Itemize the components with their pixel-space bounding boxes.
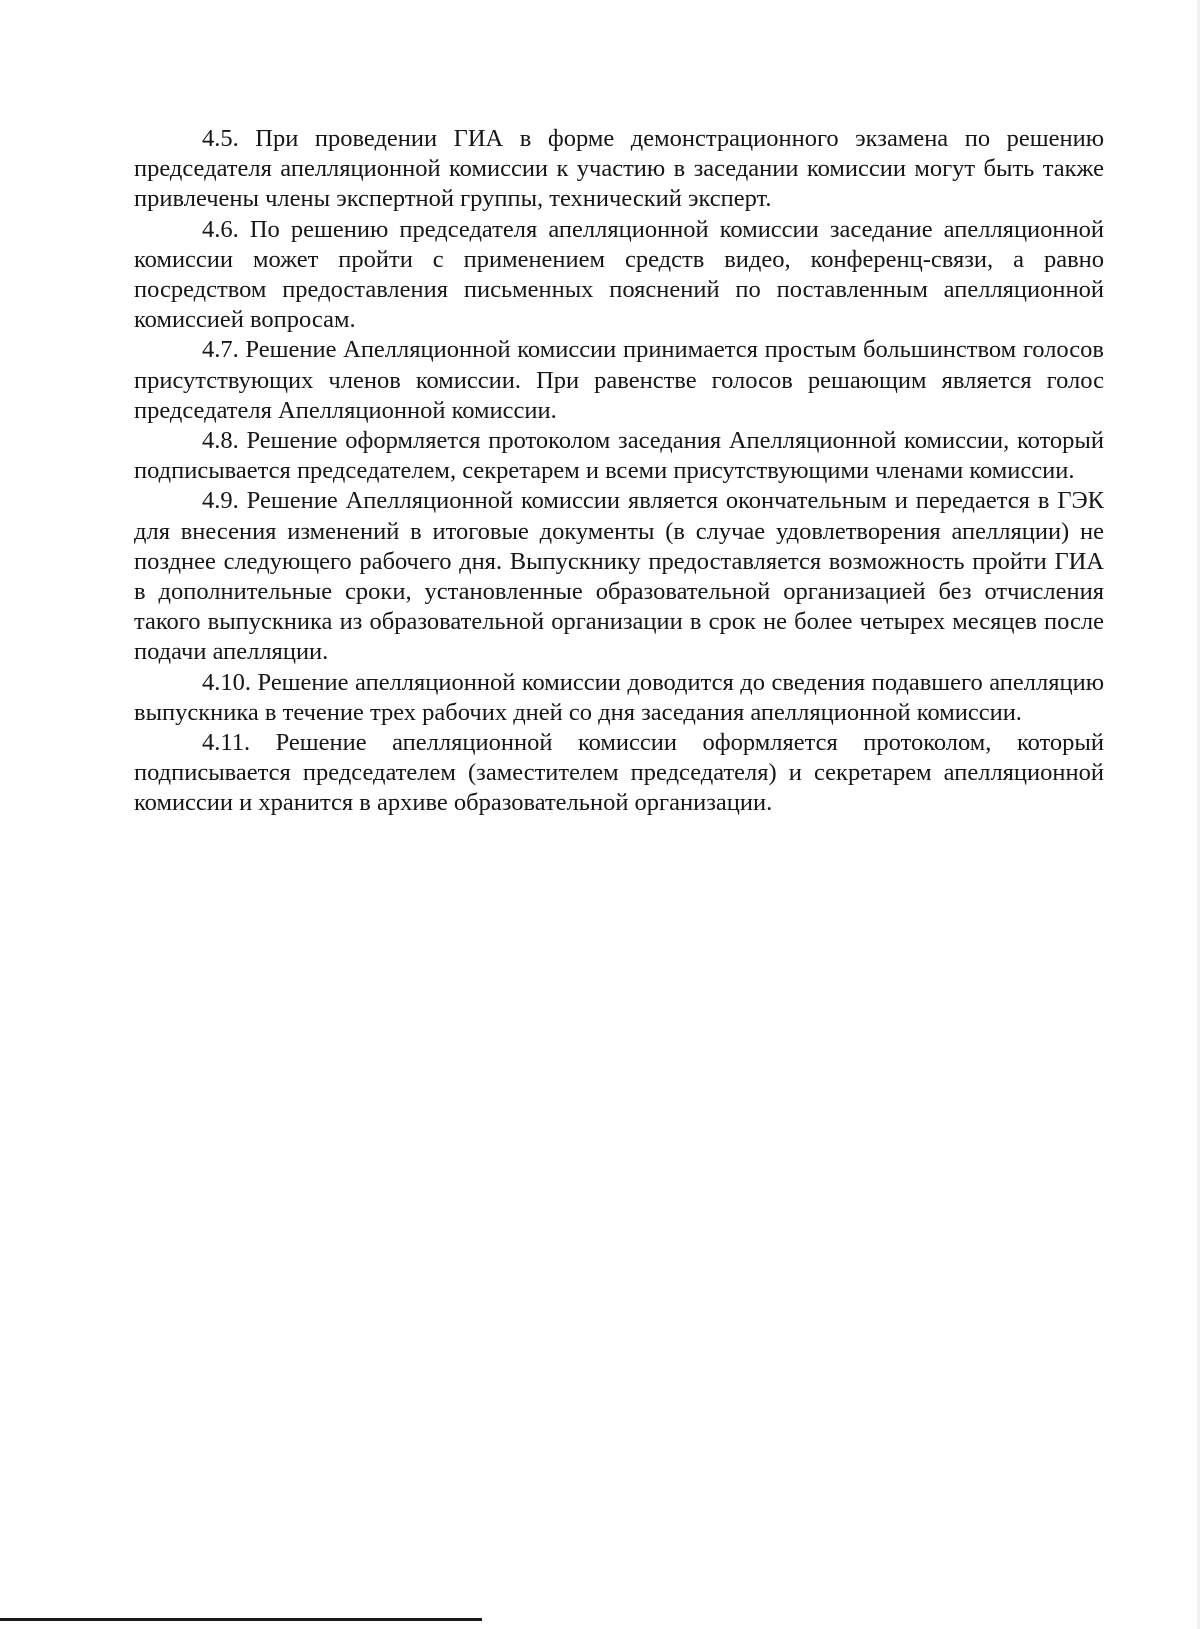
scan-edge-line xyxy=(0,1618,482,1621)
paragraph-4-10: 4.10. Решение апелляционной комиссии доводится до сведения подавшего апелляцию выпускника в течение трех рабочих дней со дня заседания апелляционной комиссии. xyxy=(134,668,1104,726)
paragraph-4-9: 4.9. Решение Апелляционной комиссии является окончательным и передается в ГЭК для внесения изменений в итоговые документы (в случае удовлетворения апелляции) не позднее следующего рабочего дня. Выпускнику предоставляется возможность пройти ГИА в дополнительные сроки, установленные образовательной организацией без отчисления такого выпускника из образовательной организации в срок не более четырех месяцев после подачи апелляции. xyxy=(134,487,1104,666)
paragraph-4-5: 4.5. При проведении ГИА в форме демонстрационного экзамена по решению председателя апелляционной комиссии к участию в заседании комиссии могут быть также привлечены члены экспертной группы, технический эксперт. xyxy=(134,125,1104,213)
document-body xyxy=(134,124,1104,819)
paragraph-4-7: 4.7. Решение Апелляционной комиссии принимается простым большинством голосов присутствующих членов комиссии. При равенстве голосов решающим является голос председателя Апелляционной комиссии. xyxy=(134,336,1104,424)
paragraph-4-6: 4.6. По решению председателя апелляционной комиссии заседание апелляционной комиссии может пройти с применением средств видео, конференц-связи, а равно посредством предоставления письменных пояснений по поставленным апелляционной комиссией вопросам. xyxy=(134,215,1104,334)
paragraph-4-8: 4.8. Решение оформляется протоколом заседания Апелляционной комиссии, который подписывается председателем, секретарем и всеми присутствующими членами комиссии. xyxy=(134,427,1104,485)
paragraph-4-11: 4.11. Решение апелляционной комиссии оформляется протоколом, который подписывается председателем (заместителем председателя) и секретарем апелляционной комиссии и хранится в архиве образовательной организации. xyxy=(134,729,1104,817)
